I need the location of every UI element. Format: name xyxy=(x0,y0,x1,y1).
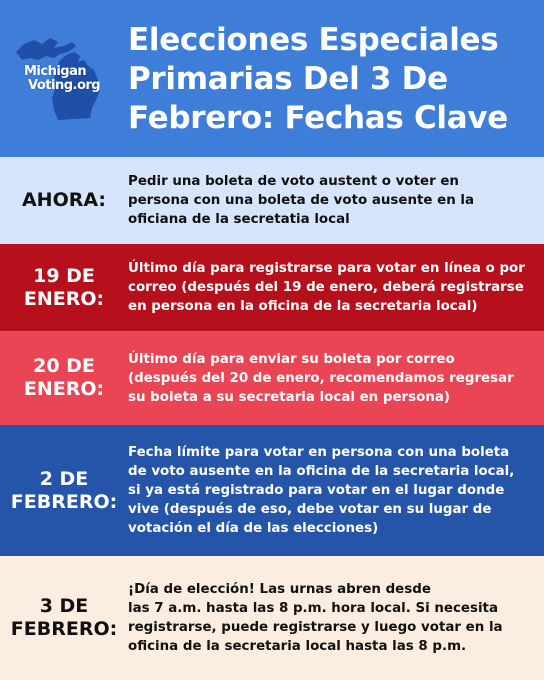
description-line: las 7 a.m. hasta las 8 p.m. hora local. Si necesita xyxy=(128,601,498,616)
logo-line-2: Voting.org xyxy=(28,78,101,93)
date-description xyxy=(128,172,544,229)
date-description xyxy=(128,350,544,407)
date-label xyxy=(0,595,128,641)
date-row-3-febrero xyxy=(0,556,544,680)
date-label xyxy=(0,265,128,311)
description-line: Último día para registrarse para votar en línea o por xyxy=(128,261,525,276)
date-description xyxy=(128,259,544,316)
description-line: (después del 20 de enero, recomendamos regresar xyxy=(128,370,514,386)
description-line: registrarse, puede registrarse y luego votar en la xyxy=(128,620,503,635)
description-line: oficina de la secretaria local hasta las 8 p.m. xyxy=(128,639,467,654)
date-label xyxy=(0,189,128,212)
description-line: correo (después del 19 de enero, deberá registrarse xyxy=(128,280,524,295)
description-line: en persona en la oficina de la secretaria local) xyxy=(128,299,478,314)
description-line: su boleta a su secretaria local en persona) xyxy=(128,389,451,405)
date-description xyxy=(128,580,544,656)
michigan-voting-logo xyxy=(14,30,122,120)
description-line: Fecha límite para votar en persona con una boleta xyxy=(128,445,510,460)
header-banner xyxy=(0,0,544,157)
date-label-line: 2 DE xyxy=(39,467,89,490)
date-row-19-enero xyxy=(0,244,544,331)
date-label-line: 20 DE xyxy=(33,355,95,377)
date-row-20-enero xyxy=(0,331,544,425)
date-label-line: FEBRERO: xyxy=(10,618,118,640)
title-line-3: Febrero: Fechas Clave xyxy=(128,100,509,136)
title-line-1: Elecciones Especiales xyxy=(128,22,499,58)
description-line: ¡Día de elección! Las urnas abren desde xyxy=(128,582,431,597)
date-label-line: ENERO: xyxy=(23,287,105,310)
description-line: votación el día de las elecciones) xyxy=(128,521,379,536)
date-label-line: ENERO: xyxy=(23,378,105,400)
page-title xyxy=(128,21,538,138)
date-label-line: FEBRERO: xyxy=(10,490,118,513)
date-description xyxy=(128,443,544,538)
title-line-2: Primarias Del 3 De xyxy=(128,61,448,97)
date-row-2-febrero xyxy=(0,425,544,556)
description-line: Último día para enviar su boleta por correo xyxy=(128,351,455,367)
description-line: Pedir una boleta de voto austent o voter en xyxy=(128,174,459,189)
logo-line-1: Michigan xyxy=(24,64,87,79)
date-label xyxy=(0,355,128,401)
description-line: si ya está registrado para votar en el lugar donde xyxy=(128,483,505,498)
description-line: oficiana de la secretatia local xyxy=(128,212,350,227)
description-line: de voto ausente en la oficina de la secretaria local, xyxy=(128,464,515,479)
description-line: vive (después de eso, debe votar en su lugar de xyxy=(128,502,492,517)
date-label-line: 3 DE xyxy=(39,595,89,617)
description-line: persona con una boleta de voto ausente en la xyxy=(128,193,475,208)
date-label xyxy=(0,468,128,514)
date-label-line: AHORA: xyxy=(21,189,107,211)
date-row-ahora xyxy=(0,157,544,244)
date-label-line: 19 DE xyxy=(33,264,95,287)
